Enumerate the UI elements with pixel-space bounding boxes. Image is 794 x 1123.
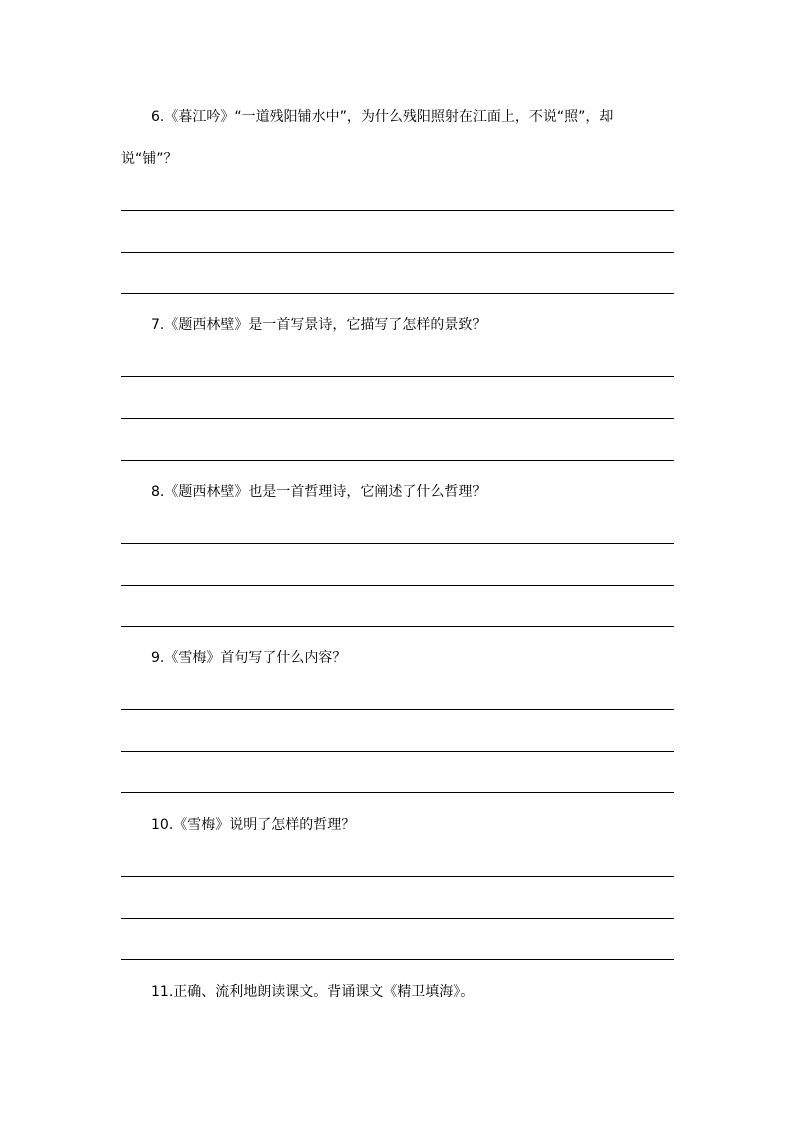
answer-line[interactable] (121, 418, 674, 419)
question-11: 11.正确、流利地朗读课文。背诵课文《精卫填海》。 (151, 984, 475, 1000)
answer-line[interactable] (121, 376, 674, 377)
question-6-line1: 6.《暮江吟》“一道残阳铺水中”，为什么残阳照射在江面上，不说“照”，却 (151, 109, 614, 125)
answer-line[interactable] (121, 585, 674, 586)
question-6-line2: 说“铺”？ (121, 151, 178, 167)
answer-line[interactable] (121, 959, 674, 960)
answer-line[interactable] (121, 918, 674, 919)
question-10: 10.《雪梅》说明了怎样的哲理？ (151, 817, 356, 833)
answer-line[interactable] (121, 709, 674, 710)
answer-line[interactable] (121, 792, 674, 793)
question-8: 8.《题西林壁》也是一首哲理诗，它阐述了什么哲理？ (151, 484, 487, 500)
question-9: 9.《雪梅》首句写了什么内容？ (151, 650, 347, 666)
answer-line[interactable] (121, 460, 674, 461)
answer-line[interactable] (121, 293, 674, 294)
answer-line[interactable] (121, 626, 674, 627)
answer-line[interactable] (121, 543, 674, 544)
answer-line[interactable] (121, 252, 674, 253)
question-7: 7.《题西林壁》是一首写景诗，它描写了怎样的景致？ (151, 317, 487, 333)
answer-line[interactable] (121, 751, 674, 752)
answer-line[interactable] (121, 210, 674, 211)
answer-line[interactable] (121, 876, 674, 877)
